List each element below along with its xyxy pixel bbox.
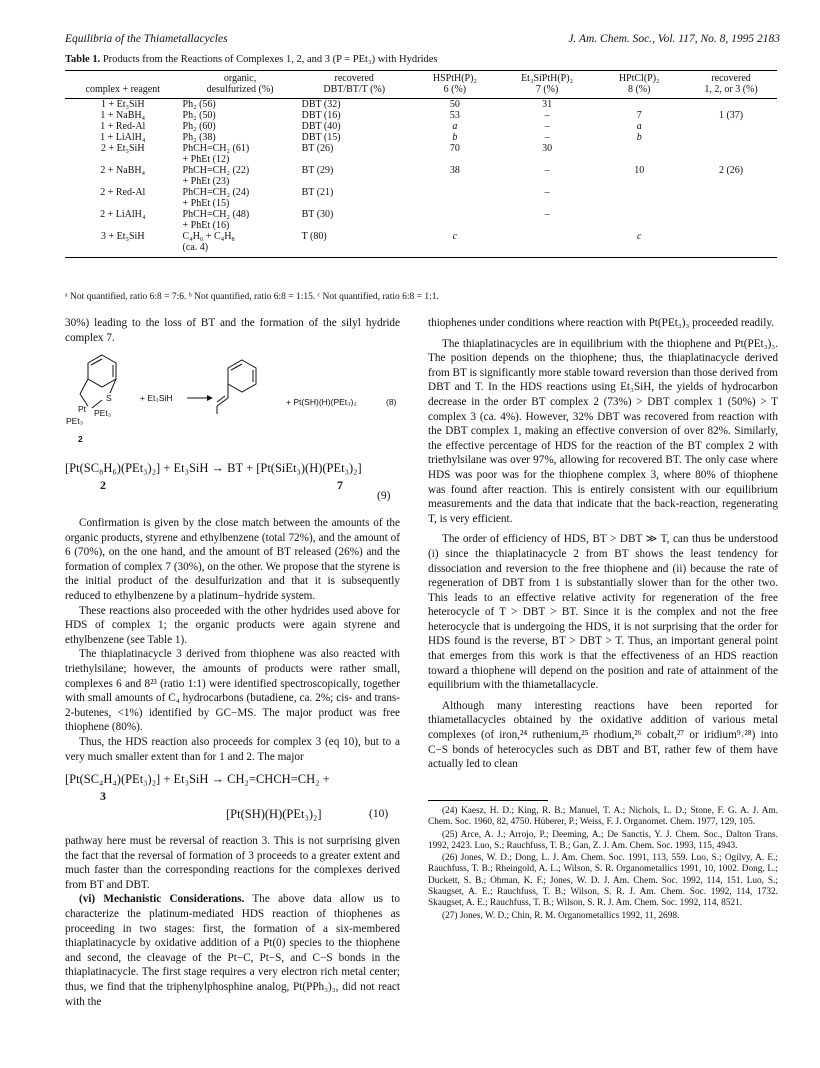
scheme-reagent: + Et₃SiH: [140, 393, 173, 403]
header-line: recovered: [334, 73, 374, 84]
table-cell: [181, 143, 300, 165]
cell-line: BT (21): [301, 187, 334, 198]
table-cell: [181, 231, 300, 258]
header-line: HSPtH(P)₂: [432, 73, 477, 84]
table-row: [65, 187, 777, 209]
table-cell: [181, 121, 300, 132]
table-cell: [65, 121, 181, 132]
cell-line: 38: [449, 165, 460, 176]
table-cell: [593, 209, 685, 231]
table-caption-text: Products from the Reactions of Complexes 1, 2, and 3 (P = PEt₃) with Hydrides: [102, 54, 438, 65]
cell-line: 10: [634, 165, 645, 176]
cell-line: 50: [449, 99, 460, 110]
references-separator: [428, 800, 548, 801]
table-cell: [685, 99, 777, 111]
cell-line: b: [636, 132, 642, 143]
table-row: [65, 99, 777, 111]
paragraph: pathway here must be reversal of reaction 3. This is not surprising given the fact that the reversal of formation of 3 proceeds to a greater extent and much faster than the corresponding reactions for the complexes derived from BT and DBT.: [65, 835, 400, 891]
table-cell: [409, 143, 501, 165]
table-cell: [300, 165, 409, 187]
table-cell: [685, 209, 777, 231]
cell-line: DBT (16): [301, 110, 341, 121]
table-row: [65, 143, 777, 165]
running-header-left: Equilibria of the Thiametallacycles: [65, 33, 228, 45]
cell-line: 30: [542, 143, 553, 154]
cell-line: 2 + NaBH₄: [100, 165, 146, 176]
table-cell: [65, 99, 181, 111]
cell-line: 70: [449, 143, 460, 154]
scheme-compound-label: 2: [78, 434, 83, 444]
table-row: [65, 132, 777, 143]
table-cell: [593, 110, 685, 121]
table-header-cell: [409, 71, 501, 99]
table-cell: [593, 143, 685, 165]
table-cell: [409, 132, 501, 143]
table-header-cell: [501, 71, 593, 99]
table-cell: [65, 132, 181, 143]
header-line: Et₃SiPtH(P)₂: [521, 73, 574, 84]
cell-line: C₄H₆ + C₄H₈: [182, 231, 235, 242]
table-cell: [300, 187, 409, 209]
cell-line: T (80): [301, 231, 327, 242]
cell-line: 1 + Et₃SiH: [100, 99, 145, 110]
paragraph: The thiaplatinacycles are in equilibrium with the thiophene and Pt(PEt₃)₃. The position depends on the thiophene; thus, the thiaplatinacycle derived from BT is significantly more stable toward reversion than those derived from DBT and T. In the HDS reactions using Et₃SiH, the yields of hydrocarbon decrease in the order BT complex 2 (73%) > DBT complex 1 (50%) > T complex 3 (ca. 4%). However, 32% DBT was recovered from reaction with the DBT complex 1, making an effective conversion of over 82%. Similarly, the effective percentage of HDS for the reaction of the BT complex 2 with triethylsilane was over 97%, allowing for recovered BT. The only case where HDS was poor was for the thiophene complex 3, where 80% of thiophene was found after reaction. This is entirely consistent with our equilibrium measurements and the data that indicate that the back-reaction, regenerating T, is very efficient.: [428, 337, 778, 525]
table-row: [65, 110, 777, 121]
cell-line: + PhEt (15): [182, 198, 230, 209]
table-cell: [181, 165, 300, 187]
paragraph: [65, 892, 400, 1009]
header-line: complex + reagent: [85, 84, 161, 95]
left-col-top: [65, 316, 400, 345]
table-cell: [593, 165, 685, 187]
table-cell: [501, 209, 593, 231]
table-cell: [300, 209, 409, 231]
table-cell: [409, 99, 501, 111]
paragraph: 30%) leading to the loss of BT and the formation of the silyl hydride complex 7.: [65, 317, 400, 344]
table-cell: [685, 231, 777, 258]
table-cell: [300, 231, 409, 258]
table-cell: [181, 99, 300, 111]
running-header-right: J. Am. Chem. Soc., Vol. 117, No. 8, 1995 2183: [568, 33, 780, 45]
table-cell: [501, 165, 593, 187]
table-cell: [409, 110, 501, 121]
table-row: [65, 209, 777, 231]
cell-line: DBT (15): [301, 132, 341, 143]
paragraph: Although many interesting reactions have been reported for thiametallacycles obtained by the oxidative addition of various metal complexes (of iron,²⁴ ruthenium,²⁵ rhodium,²⁶ cobalt,²⁷ or iridium⁹˒²⁸) into C−S bonds of heterocycles such as DBT and BT, rather few of them have actually led to clean: [428, 699, 778, 771]
table-cell: [501, 132, 593, 143]
cell-line: –: [544, 132, 550, 143]
cell-line: PhCH=CH₂ (48): [182, 209, 250, 220]
cell-line: 2 + Red-Al: [100, 187, 146, 198]
header-line: 7 (%): [535, 84, 559, 95]
paragraph: Thus, the HDS reaction also proceeds for complex 3 (eq 10), but to a very much smaller extent than for 1 and 2. The major: [65, 735, 400, 763]
cell-line: a: [452, 121, 458, 132]
table-cell: [685, 132, 777, 143]
cell-line: –: [544, 187, 550, 198]
table-cell: [501, 121, 593, 132]
table-header-cell: [300, 71, 409, 99]
paragraph: thiophenes under conditions where reaction with Pt(PEt₃)₃ proceeded readily.: [428, 317, 775, 329]
cell-line: DBT (40): [301, 121, 341, 132]
paragraph: These reactions also proceeded with the other hydrides used above for HDS of complex 1; the organic products were again styrene and ethylbenzene (see Table 1).: [65, 604, 400, 646]
cell-line: –: [544, 209, 550, 220]
table-cell: [501, 143, 593, 165]
scheme-pet3-b: PEt₃: [94, 408, 112, 418]
cell-line: 3 + Et₃SiH: [100, 231, 145, 242]
table-cell: [181, 209, 300, 231]
table-header-cell: [181, 71, 300, 99]
cell-line: BT (26): [301, 143, 334, 154]
table-cell: [685, 165, 777, 187]
table-body: [65, 99, 777, 258]
table-cell: [685, 187, 777, 209]
reference-entry: (24) Kaesz, H. D.; King, R. B.; Manuel, T. A.; Nichols, L. D.; Stone, F. G. A. J. Am. Chem. Soc. 1960, 82, 4750. Hüberer, P.; Weiss, F. J. Organomet. Chem. 1977, 129, 105.: [428, 806, 778, 828]
table-cell: [65, 187, 181, 209]
table-cell: [300, 143, 409, 165]
cell-line: Ph₂ (60): [182, 121, 216, 132]
table-cell: [409, 121, 501, 132]
table-cell: [501, 99, 593, 111]
products-table: [65, 70, 777, 258]
table-cell: [65, 165, 181, 187]
cell-line: 7: [636, 110, 642, 121]
table-cell: [409, 187, 501, 209]
table-caption: [65, 54, 438, 65]
reference-entry: (25) Arce, A. J.; Arrojo, P.; Deeming, A.; De Sanctis, Y. J. Chem. Soc., Dalton Trans. 1992, 2423. Luo, S.; Rauchfuss, T. B.; Gan, Z. J. Am. Chem. Soc. 1993, 115, 4943.: [428, 829, 778, 851]
table-cell: [593, 99, 685, 111]
table-cell: [300, 132, 409, 143]
cell-line: PhCH=CH₂ (24): [182, 187, 250, 198]
header-line: HPtCl(P)₂: [618, 73, 660, 84]
table-cell: [65, 143, 181, 165]
table-cell: [501, 231, 593, 258]
cell-line: Ph₂ (38): [182, 132, 216, 143]
cell-line: DBT (32): [301, 99, 341, 110]
scheme-pet3-a: PEt₃: [66, 416, 84, 426]
table-cell: [181, 132, 300, 143]
table-cell: [181, 187, 300, 209]
cell-line: c: [452, 231, 458, 242]
styrene-structure: [217, 360, 256, 414]
cell-line: 1 (37): [718, 110, 744, 121]
cell-line: –: [544, 110, 550, 121]
equation-10-line2: [Pt(SH)(H)(PEt₃)₂]: [226, 807, 322, 821]
cell-line: PhCH=CH₂ (22): [182, 165, 250, 176]
table-cell: [685, 143, 777, 165]
cell-line: a: [636, 121, 642, 132]
cell-line: b: [452, 132, 458, 143]
paragraph: The thiaplatinacycle 3 derived from thiophene was also reacted with triethylsilane; however, the amounts of products were rather small, complexes 6 and 8²³ (ratio 1:1) were identified spectroscopically, together with small amounts of C₄ hydrocarbons (butadiene, ca. 2%; cis- and trans-2-butenes, <1%) identified by GC−MS. The major product was free thiophene (80%).: [65, 648, 400, 734]
paragraph: Confirmation is given by the close match between the amounts of the organic products, styrene and ethylbenzene (total 72%), and the amount of 6 (70%), on the one hand, and the amount of BT released (26%) and the formation of complex 7 (30%), on the other. We propose that the styrene is the initial product of the desulfurization and that it is subsequently reduced to ethylbenzene by a platinum−hydride system.: [65, 517, 400, 602]
table-cell: [593, 132, 685, 143]
header-line: recovered: [711, 73, 751, 84]
table-cell: [300, 110, 409, 121]
cell-line: Ph₂ (50): [182, 110, 216, 121]
section-heading: (vi) Mechanistic Considerations.: [79, 893, 245, 906]
table-cell: [181, 110, 300, 121]
table-cell: [685, 110, 777, 121]
cell-line: c: [636, 231, 642, 242]
cell-line: PhCH=CH₂ (61): [182, 143, 250, 154]
table-footnote: ᵃ Not quantified, ratio 6:8 = 7:6. ᵇ Not quantified, ratio 6:8 = 1:15. ᶜ Not quantified, ratio 6:8 = 1:1.: [65, 292, 439, 302]
arrow-head: [207, 395, 213, 401]
scheme-eq-number: (8): [386, 397, 397, 407]
table-cell: [65, 231, 181, 258]
cell-line: BT (29): [301, 165, 334, 176]
table-cell: [300, 99, 409, 111]
equation-9: [Pt(SC₈H₆)(PEt₃)₂] + Et₃SiH → BT + [Pt(SiEt₃)(H)(PEt₃)₂]: [65, 461, 362, 475]
table-cell: [501, 187, 593, 209]
reference-entry: (27) Jones, W. D.; Chin, R. M. Organometallics 1992, 11, 2698.: [442, 910, 680, 921]
eq9-label-right: 7: [337, 478, 343, 492]
right-col: [428, 316, 778, 772]
scheme-s-label: S: [106, 393, 112, 403]
table-cell: [409, 231, 501, 258]
table-header-cell: [65, 71, 181, 99]
cell-line: + PhEt (23): [182, 176, 230, 187]
table-cell: [409, 165, 501, 187]
table-cell: [300, 121, 409, 132]
header-line: 6 (%): [443, 84, 467, 95]
eq9-number: (9): [377, 490, 391, 502]
table-row: [65, 165, 777, 187]
cell-line: + PhEt (12): [182, 154, 230, 165]
scheme-product: + Pt(SH)(H)(PEt₃)₂: [286, 397, 357, 407]
cell-line: Ph₂ (56): [182, 99, 216, 110]
table-cell: [65, 209, 181, 231]
header-line: desulfurized (%): [206, 84, 274, 95]
equation-10-line1: [Pt(SC₄H₄)(PEt₃)₂] + Et₃SiH → CH₂=CHCH=CH₂ +: [65, 772, 330, 786]
cell-line: 2 + LiAlH₄: [100, 209, 146, 220]
table-cell: [593, 187, 685, 209]
eq10-number: (10): [369, 808, 389, 820]
table-caption-label: Table 1.: [65, 54, 101, 65]
table-cell: [65, 110, 181, 121]
table-cell: [593, 231, 685, 258]
table-header-cell: [685, 71, 777, 99]
header-line: DBT/BT/T (%): [323, 84, 386, 95]
header-line: 1, 2, or 3 (%): [704, 84, 758, 95]
paragraph-body: The above data allow us to characterize the platinum-mediated HDS reaction of thiophenes as proceeding in two stages: first, the formation of a six-membered thiaplatinacycle by oxidative addition of a Pt(0) species to the thiophene and second, the cleavage of the Pt−C, Pt−S, and C−S bonds in the thiaplatinacycle. The first stage requires a very electron rich metal center; thus, we find that the triphenylphosphine analog, Pt(PPh₃)₃, did not react with the: [65, 893, 400, 1008]
table-cell: [409, 209, 501, 231]
cell-line: 2 (26): [718, 165, 744, 176]
scheme-pt-label: Pt: [78, 404, 87, 414]
cell-line: 2 + Et₃SiH: [100, 143, 145, 154]
table-row: [65, 231, 777, 258]
eq10-label: 3: [100, 789, 106, 803]
paragraph: The order of efficiency of HDS, BT > DBT ≫ T, can thus be understood (i) since the thiaplatinacycle 2 from BT shows the least tendency for dissociation and reversion to the free thiophene and (ii) because the rate of regeneration of DBT from 1 is substantially slower than for the other two. This leads to an effective relative activity for regeneration of the free heterocycle of T > DBT > BT. Since it is the complex and not the free heterocycle that is undergoing the HDS, it is not surprising that the order for HDS found is the reverse, BT > DBT > T. Thus, an important general point that emerges from this work is that the effectiveness of an HDS reaction toward a thiophene will depend on the position and rate of attainment of the equilibrium with the thiametallacycle.: [428, 533, 778, 692]
cell-line: 1 + NaBH₄: [100, 110, 146, 121]
cell-line: 53: [449, 110, 460, 121]
cell-line: (ca. 4): [182, 242, 209, 253]
eq9-label-left: 2: [100, 478, 106, 492]
table-cell: [593, 121, 685, 132]
cell-line: + PhEt (16): [182, 220, 230, 231]
table-header-cell: [593, 71, 685, 99]
table-cell: [685, 121, 777, 132]
header-line: 8 (%): [627, 84, 651, 95]
header-line: organic,: [223, 73, 257, 84]
cell-line: 31: [542, 99, 553, 110]
references: [428, 806, 778, 923]
table-row: [65, 121, 777, 132]
cell-line: –: [544, 165, 550, 176]
cell-line: 1 + Red-Al: [100, 121, 146, 132]
left-col-middle: [65, 516, 400, 764]
table-header-row: [65, 71, 777, 99]
reference-entry: (26) Jones, W. D.; Dong, L. J. Am. Chem. Soc. 1991, 113, 559. Luo, S.; Ogilvy, A. E.; Rauchfuss, T. B.; Rheingold, A. L.; Wilson, S. R. Organometallics 1991, 10, 1002. Dong, L.; Duckett, S. B.; Ohman, K. F.; Jones, W. D. J. Am. Chem. Soc. 1992, 114, 151. Luo, S.; Skaugset, A. E.; Rauchfuss, T. B.; Wilson, S. R. J. Am. Chem. Soc. 1992, 114, 1732. Skaugset, A. E.; Rauchfuss, T. B.; Wilson, S. R. J. Am. Chem. Soc. 1992, 114, 8521.: [428, 853, 778, 909]
cell-line: BT (30): [301, 209, 334, 220]
cell-line: 1 + LiAlH₄: [100, 132, 146, 143]
left-col-bottom: [65, 834, 400, 1009]
cell-line: –: [544, 121, 550, 132]
table-cell: [501, 110, 593, 121]
